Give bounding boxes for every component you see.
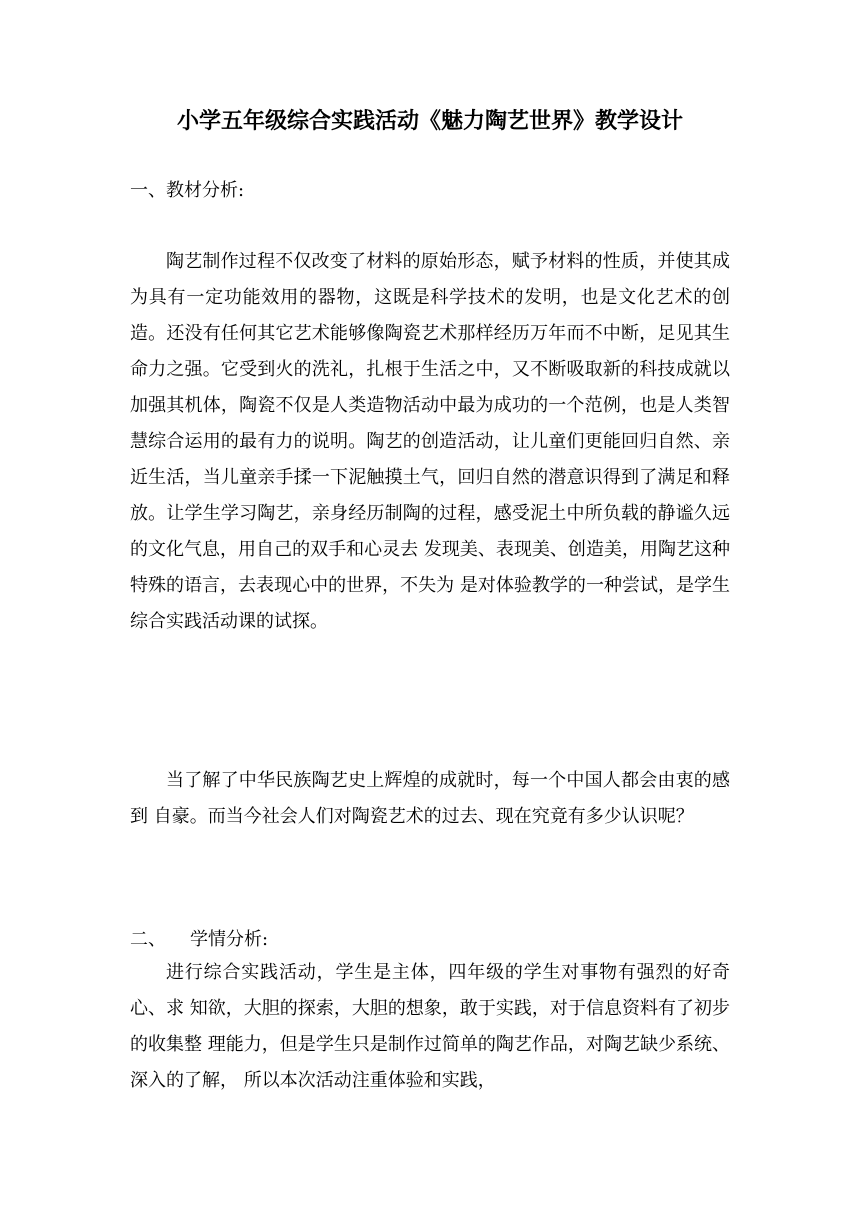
paragraph-materials-analysis: 陶艺制作过程不仅改变了材料的原始形态，赋予材料的性质，并使其成为具有一定功能效用的器物，这既是科学技术的发明，也是文化艺术的创造。还没有任何其它艺术能够像陶瓷艺术那样经历万年而不中断，足见其生命力之强。它受到火的洗礼，扎根于生活之中，又不断吸取新的科技成就以加强其机体，陶瓷不仅是人类造物活动中最为成功的一个范例，也是人类智慧综合运用的最有力的说明。陶艺的创造活动，让儿童们更能回归自然、亲近生活，当儿童亲手揉一下泥触摸土气，回归自然的潜意识得到了满足和释放。让学生学习陶艺，亲身经历制陶的过程，感受泥土中所负载的静谧久远的文化气息，用自己的双手和心灵去 发现美、表现美、创造美，用陶艺这种特殊的语言，去表现心中的世界，不失为 是对体验教学的一种尝试，是学生综合实践活动课的试探。	[130, 251, 730, 632]
document-title: 小学五年级综合实践活动《魅力陶艺世界》教学设计	[176, 108, 683, 134]
section-heading-students	[130, 925, 268, 955]
paragraph-pottery-history: 当了解了中华民族陶艺史上辉煌的成就时，每一个中国人都会由衷的感到 自豪。而当今社会人们对陶瓷艺术的过去、现在究竟有多少认识呢？	[130, 770, 730, 827]
paragraph-student-analysis: 进行综合实践活动，学生是主体，四年级的学生对事物有强烈的好奇心、求 知欲，大胆的探索，大胆的想象，敢于实践，对于信息资料有了初步的收集整 理能力，但是学生只是制作过简单的陶艺作品，对陶艺缺少系统、深入的了解， 所以本次活动注重体验和实践，	[130, 962, 730, 1091]
section-number: 二、	[130, 929, 166, 950]
section-heading-label: 学情分析:	[190, 929, 269, 950]
section-heading-materials: 一、教材分析:	[130, 180, 245, 201]
